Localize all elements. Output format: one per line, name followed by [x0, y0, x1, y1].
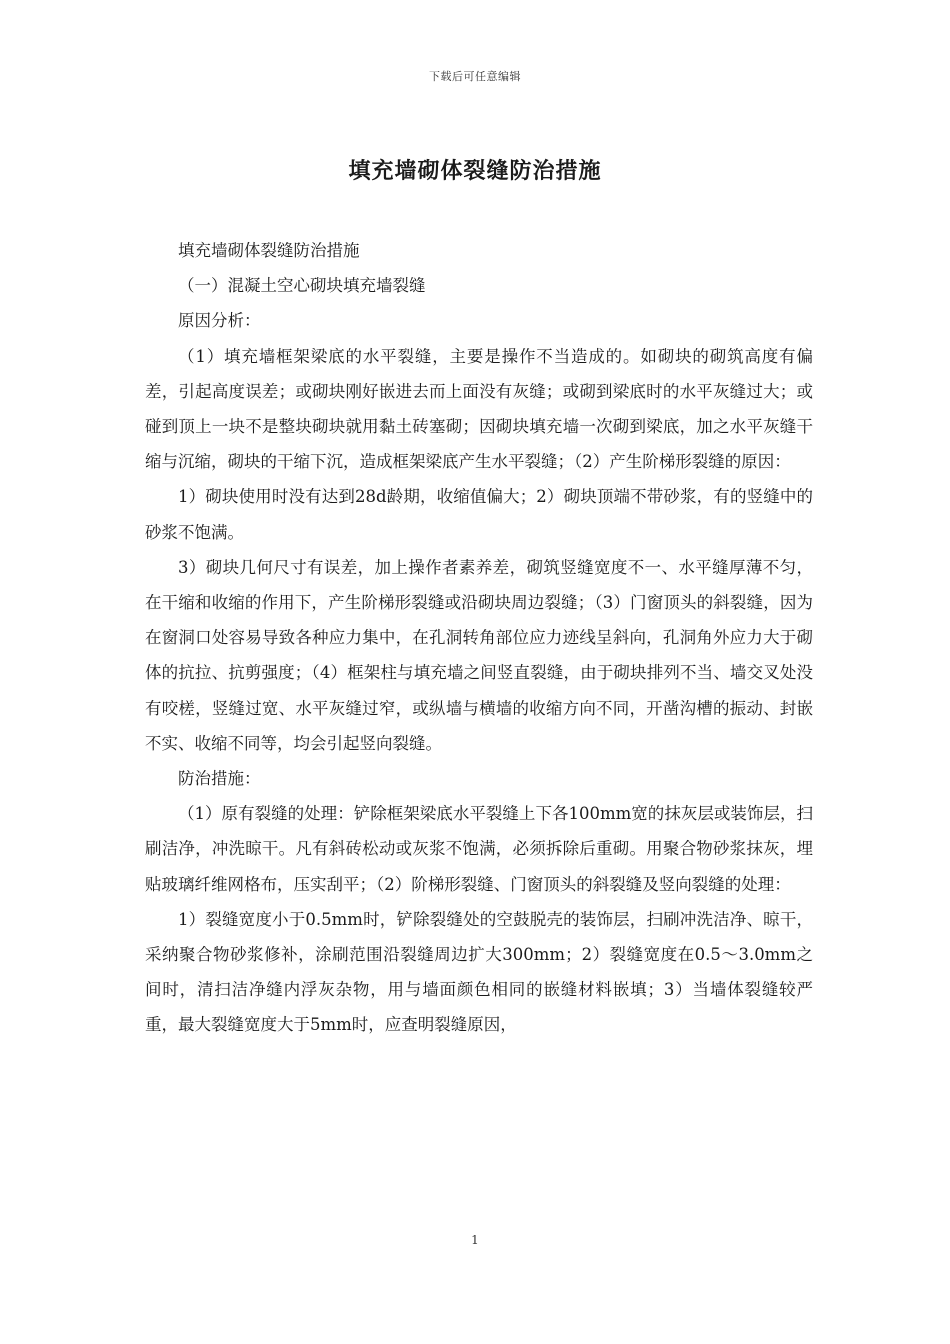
paragraph-cause-heading: 原因分析： [178, 311, 261, 331]
paragraph-measures-heading: 防治措施： [178, 769, 261, 789]
paragraph-section-heading: （一）混凝土空心砌块填充墙裂缝 [178, 276, 426, 296]
paragraph-cause-1: （1）填充墙框架梁底的水平裂缝，主要是操作不当造成的。如砌块的砌筑高度有偏差，引起高度误差；或砌块刚好嵌进去而上面没有灰缝；或砌到梁底时的水平灰缝过大；或碰到顶上一块不是整块砌块就用黏土砖塞砌；因砌块填充墙一次砌到梁底，加之水平灰缝干缩与沉缩，砌块的干缩下沉，造成框架梁底产生水平裂缝；（2）产生阶梯形裂缝的原因： [145, 346, 813, 472]
paragraph-cause-2: 1）砌块使用时没有达到28d龄期，收缩值偏大；2）砌块顶端不带砂浆，有的竖缝中的砂浆不饱满。 [145, 487, 813, 542]
page-number: 1 [471, 1233, 479, 1247]
page-header: 下载后可任意编辑 [429, 70, 521, 83]
paragraph-subtitle: 填充墙砌体裂缝防治措施 [178, 241, 360, 260]
document-body [145, 233, 813, 1043]
document-title: 填充墙砌体裂缝防治措施 [348, 159, 602, 184]
paragraph-measures-2: 1）裂缝宽度小于0.5mm时，铲除裂缝处的空鼓脱壳的装饰层，扫刷冲洗洁净、晾干，采纳聚合物砂浆修补，涂刷范围沿裂缝周边扩大300mm；2）裂缝宽度在0.5～3.0mm之间时，清扫洁净缝内浮灰杂物，用与墙面颜色相同的嵌缝材料嵌填；3）当墙体裂缝较严重，最大裂缝宽度大于5mm时，应查明裂缝原因， [145, 909, 813, 1035]
paragraph-measures-1: （1）原有裂缝的处理：铲除框架梁底水平裂缝上下各100mm宽的抹灰层或装饰层，扫刷洁净，冲洗晾干。凡有斜砖松动或灰浆不饱满，必须拆除后重砌。用聚合物砂浆抹灰，埋贴玻璃纤维网格布，压实刮平；（2）阶梯形裂缝、门窗顶头的斜裂缝及竖向裂缝的处理： [145, 804, 813, 894]
paragraph-cause-3: 3）砌块几何尺寸有误差，加上操作者素养差，砌筑竖缝宽度不一、水平缝厚薄不匀，在干缩和收缩的作用下，产生阶梯形裂缝或沿砌块周边裂缝；（3）门窗顶头的斜裂缝，因为在窗洞口处容易导致各种应力集中，在孔洞转角部位应力迹线呈斜向，孔洞角外应力大于砌体的抗拉、抗剪强度；（4）框架柱与填充墙之间竖直裂缝，由于砌块排列不当、墙交叉处没有咬槎，竖缝过宽、水平灰缝过窄，或纵墙与横墙的收缩方向不同，开凿沟槽的振动、封嵌不实、收缩不同等，均会引起竖向裂缝。 [145, 557, 813, 753]
